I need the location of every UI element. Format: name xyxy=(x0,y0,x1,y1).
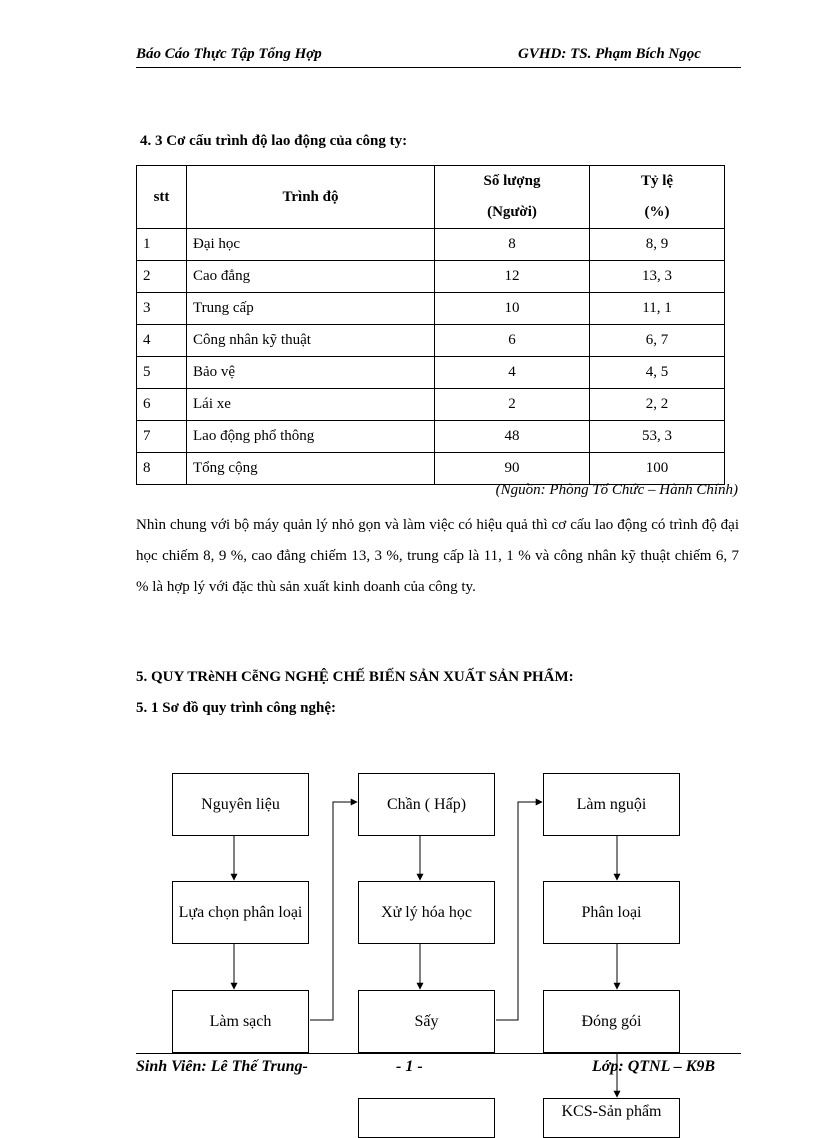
cell-stt: 1 xyxy=(137,229,187,261)
cell-stt: 6 xyxy=(137,389,187,421)
header-left: Báo Cáo Thực Tập Tổng Hợp xyxy=(136,46,322,62)
flow-step-cooling: Làm nguội xyxy=(543,773,680,836)
cell-count: 8 xyxy=(435,229,590,261)
cell-rate: 8, 9 xyxy=(590,229,725,261)
cell-level: Lái xe xyxy=(187,389,435,421)
flow-step-packing: Đóng gói xyxy=(543,990,680,1053)
cell-stt: 5 xyxy=(137,357,187,389)
cell-count: 48 xyxy=(435,421,590,453)
cell-level: Công nhân kỹ thuật xyxy=(187,325,435,357)
cell-rate: 53, 3 xyxy=(590,421,725,453)
cell-level: Lao động phổ thông xyxy=(187,421,435,453)
flow-step-raw-material: Nguyên liệu xyxy=(172,773,309,836)
cell-rate: 13, 3 xyxy=(590,261,725,293)
cell-count: 10 xyxy=(435,293,590,325)
cell-stt: 8 xyxy=(137,453,187,485)
flow-step-blanching: Chần ( Hấp) xyxy=(358,773,495,836)
cell-stt: 2 xyxy=(137,261,187,293)
header-rate-line1: Tỷ lệ xyxy=(640,173,674,189)
connector-col2-col3 xyxy=(496,802,542,1020)
footer-student: Sinh Viên: Lê Thế Trung- xyxy=(136,1058,308,1075)
cell-count: 2 xyxy=(435,389,590,421)
flow-step-kcs-product: KCS-Sản phẩm xyxy=(543,1098,680,1138)
section-4-3-title: 4. 3 Cơ cấu trình độ lao động của công ty: xyxy=(140,133,408,149)
section-5-1-title: 5. 1 Sơ đồ quy trình công nghệ: xyxy=(136,700,337,716)
cell-level: Đại học xyxy=(187,229,435,261)
flow-step-drying: Sấy xyxy=(358,990,495,1053)
cell-level: Cao đẳng xyxy=(187,261,435,293)
header-right: GVHD: TS. Phạm Bích Ngọc xyxy=(518,46,701,62)
cell-rate: 100 xyxy=(590,453,725,485)
connector-col1-col2 xyxy=(310,802,357,1020)
flow-step-chemical: Xử lý hóa học xyxy=(358,881,495,944)
cell-count: 12 xyxy=(435,261,590,293)
cell-level: Trung cấp xyxy=(187,293,435,325)
header-count-line2: (Người) xyxy=(487,204,537,220)
cell-rate: 6, 7 xyxy=(590,325,725,357)
summary-paragraph: Nhìn chung với bộ máy quản lý nhỏ gọn và làm việc có hiệu quả thì cơ cấu lao động có trình độ đại học chiếm 8, 9 %, cao đẳng chiếm 13, 3 %, trung cấp là 11, 1 % và công nhân kỹ thuật chiếm 6, 7 % là hợp lý với đặc thù sản xuất kinh doanh của công ty. xyxy=(136,517,739,595)
cell-stt: 7 xyxy=(137,421,187,453)
section-5-title: 5. QUY TRèNH CễNG NGHỆ CHẾ BIẾN SẢN XUẤT SẢN PHẨM: xyxy=(136,669,574,685)
cell-stt: 3 xyxy=(137,293,187,325)
cell-rate: 4, 5 xyxy=(590,357,725,389)
header-stt: stt xyxy=(137,166,187,229)
flow-step-cut-empty xyxy=(358,1098,495,1138)
cell-rate: 11, 1 xyxy=(590,293,725,325)
footer-page-number: - 1 - xyxy=(396,1058,423,1075)
cell-stt: 4 xyxy=(137,325,187,357)
header-count-line1: Số lượng xyxy=(483,173,541,189)
flow-step-classifying: Phân loại xyxy=(543,881,680,944)
cell-count: 6 xyxy=(435,325,590,357)
flow-step-cleaning: Làm sạch xyxy=(172,990,309,1053)
source-note: (Nguồn: Phòng Tổ Chức – Hành Chính) xyxy=(495,482,738,498)
cell-level: Bảo vệ xyxy=(187,357,435,389)
flow-step-sorting: Lựa chọn phân loại xyxy=(172,881,309,944)
header-rate-line2: (%) xyxy=(644,204,670,220)
cell-count: 4 xyxy=(435,357,590,389)
cell-level: Tổng cộng xyxy=(187,453,435,485)
cell-rate: 2, 2 xyxy=(590,389,725,421)
cell-count: 90 xyxy=(435,453,590,485)
footer-rule xyxy=(136,1053,741,1054)
header-level: Trình độ xyxy=(187,166,435,229)
footer-class: Lớp: QTNL – K9B xyxy=(592,1058,716,1075)
